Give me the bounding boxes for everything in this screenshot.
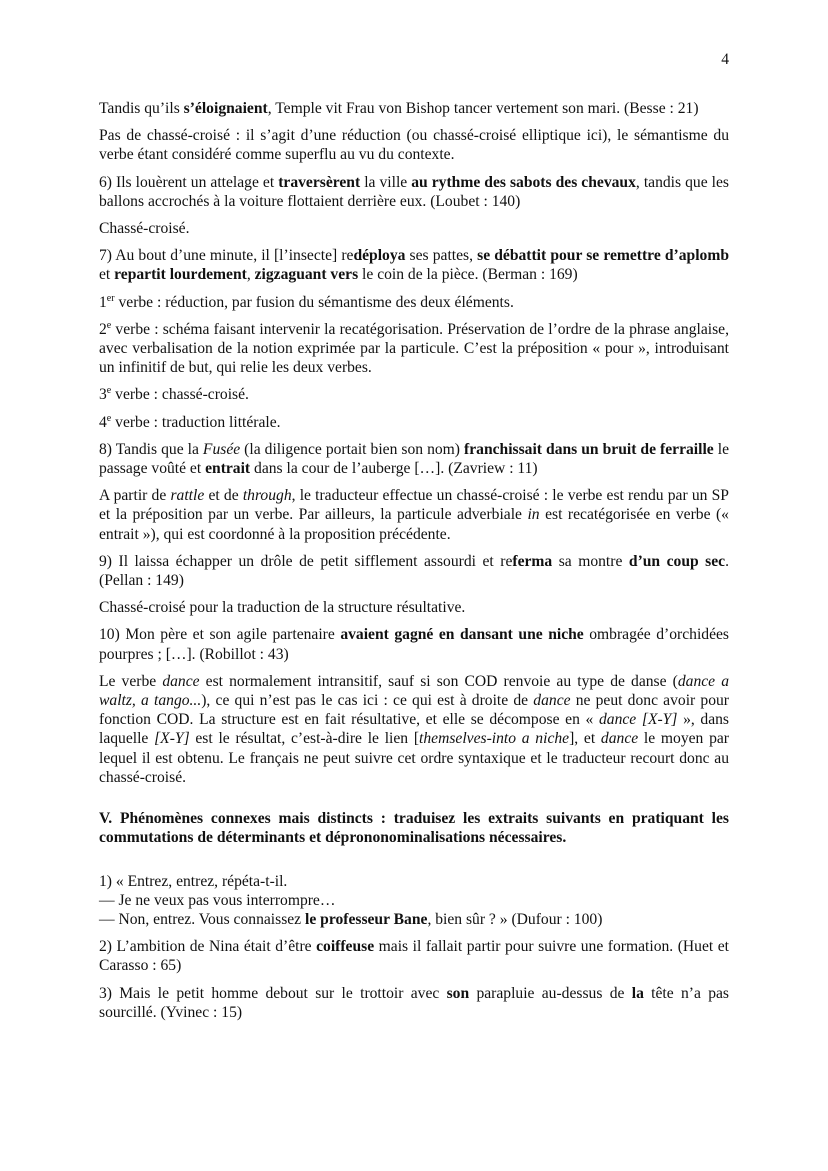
page-number: 4 <box>721 51 729 68</box>
paragraph-example-7: 7) Au bout d’une minute, il [l’insecte] redéploya ses pattes, se débattit pour se remettre d’aplomb et repartit lourdement, zigzaguant vers le coin de la pièce. (Berman : 169) <box>99 247 729 284</box>
exercise-3: 3) Mais le petit homme debout sur le trottoir avec son parapluie au-dessus de la tête n’a pas sourcillé. (Yvinec : 15) <box>99 984 729 1021</box>
paragraph-example-10: 10) Mon père et son agile partenaire avaient gagné en dansant une niche ombragée d’orchidées pourpres ; […]. (Robillot : 43) <box>99 626 729 663</box>
paragraph-verb-2: 2e verbe : schéma faisant intervenir la recatégorisation. Préservation de l’ordre de la phrase anglaise, avec verbalisation de la notion exprimée par la particule. C’est la préposition « pour », introduisant un infinitif de but, qui relie les deux verbes. <box>99 319 729 377</box>
exercise-2: 2) L’ambition de Nina était d’être coiffeuse mais il fallait partir pour suivre une formation. (Huet et Carasso : 65) <box>99 938 730 975</box>
paragraph-example-5: Tandis qu’ils s’éloignaient, Temple vit Frau von Bishop tancer vertement son mari. (Besse : 21) <box>99 100 699 117</box>
paragraph-comment-6: Chassé-croisé. <box>99 220 190 238</box>
paragraph-example-6: 6) Ils louèrent un attelage et traversèrent la ville au rythme des sabots des chevaux, tandis que les ballons accrochés à la voiture flottaient derrière eux. (Loubet : 140) <box>99 173 729 210</box>
paragraph-example-8: 8) Tandis que la Fusée (la diligence portait bien son nom) franchissait dans un bruit de ferraille le passage voûté et entrait dans la cour de l’auberge […]. (Zavriew : 11) <box>99 440 729 478</box>
paragraph-comment-9: Chassé-croisé pour la traduction de la structure résultative. <box>99 599 466 617</box>
document-body <box>99 99 729 1030</box>
paragraph-verb-1: 1er verbe : réduction, par fusion du sémantisme des deux éléments. <box>99 292 514 311</box>
paragraph-comment-5: Pas de chassé-croisé : il s’agit d’une réduction (ou chassé-croisé elliptique ici), le sémantisme du verbe étant considéré comme superflu au vu du contexte. <box>99 127 729 164</box>
section-heading: V. Phénomènes connexes mais distincts : traduisez les extraits suivants en pratiquant les commutations de déterminants et déprononominalisations nécessaires. <box>99 810 729 847</box>
paragraph-comment-10: Le verbe dance est normalement intransitif, sauf si son COD renvoie au type de danse (dance a waltz, a tango...), ce qui n’est pas le cas ici : ce qui est à droite de dance ne peut donc avoir pour fonction COD. La structure est en fait résultative, et elle se décompose en « dance [X-Y] », dans laquelle [X-Y] est le résultat, c’est-à-dire le lien [themselves-into a niche], et dance le moyen par lequel il est obtenu. Le français ne peut suivre cet ordre syntaxique et le traducteur recourt donc au chassé-croisé. <box>99 672 730 786</box>
paragraph-example-9: 9) Il laissa échapper un drôle de petit sifflement assourdi et referma sa montre d’un coup sec. (Pellan : 149) <box>99 552 729 590</box>
exercise-1: 1) « Entrez, entrez, répéta-t-il. — Je ne veux pas vous interrompre… — Non, entrez. Vous connaissez le professeur Bane, bien sûr ? » (Dufour : 100) <box>99 872 603 928</box>
paragraph-verb-4: 4e verbe : traduction littérale. <box>99 412 281 431</box>
paragraph-verb-3: 3e verbe : chassé-croisé. <box>99 385 249 404</box>
paragraph-comment-8: A partir de rattle et de through, le traducteur effectue un chassé-croisé : le verbe est rendu par un SP et la préposition par un verbe. Par ailleurs, la particule adverbiale in est recatégorisée en verbe (« entrait »), qui est coordonné à la proposition précédente. <box>99 487 729 543</box>
